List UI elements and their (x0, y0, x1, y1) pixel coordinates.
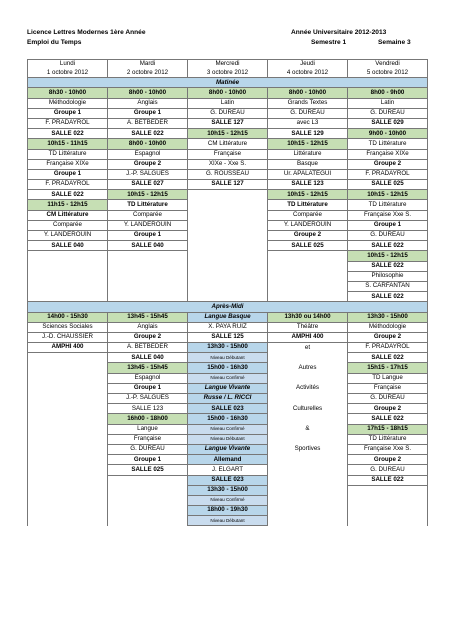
level-label: Niveau Confirmé (188, 495, 268, 505)
empty-cell (268, 434, 348, 444)
level-label: Niveau Débutant (188, 516, 268, 526)
day-name-row (28, 60, 428, 69)
time-slot: 15h15 - 17h15 (348, 363, 428, 373)
time-slot: 8h30 - 10h00 (28, 88, 108, 98)
empty-cell (268, 373, 348, 383)
activities-note: & (268, 424, 348, 434)
teacher-name: G. DUREAU (268, 108, 348, 118)
document-title: Emploi du Temps (27, 39, 82, 46)
morning-header: Matinée (28, 78, 428, 88)
time-slot: 9h00 - 10h00 (348, 129, 428, 139)
course-name: Comparée (268, 210, 348, 220)
course-name: TD Langue (348, 373, 428, 383)
course-name: Philosophie (348, 271, 428, 281)
room-label: SALLE 123 (108, 404, 188, 414)
teacher-name: J. ELGART (188, 465, 268, 475)
teacher-name: Ur. APALATEGUI (268, 169, 348, 179)
room-label: SALLE 022 (28, 190, 108, 200)
room-label: SALLE 022 (348, 241, 428, 251)
room-label: SALLE 022 (348, 292, 428, 302)
group-label: Groupe 2 (108, 159, 188, 169)
teacher-name: Y. LANDEROUIN (268, 220, 348, 230)
teacher-name: Y. LANDEROUIN (28, 231, 108, 241)
course-name: Espagnol (108, 373, 188, 383)
group-label: Groupe 1 (108, 108, 188, 118)
course-name: Langue Vivante (188, 444, 268, 454)
activities-note: et (268, 343, 348, 353)
time-slot: 8h00 - 9h00 (348, 88, 428, 98)
course-name: Anglais (108, 98, 188, 108)
room-label: SALLE 040 (108, 241, 188, 251)
teacher-name: G. DUREAU (188, 108, 268, 118)
teacher-name: S. CARFANTAN (348, 281, 428, 291)
course-name: CM Littérature (188, 139, 268, 149)
course-name: Anglais (108, 322, 188, 332)
day-date: 2 octobre 2012 (108, 69, 188, 78)
teacher-name: Russe / L. RICCI (188, 394, 268, 404)
empty-cell (28, 251, 108, 302)
course-name: TD Littérature (348, 434, 428, 444)
course-name: Langue Basque (188, 312, 268, 322)
room-label: SALLE 127 (188, 180, 268, 190)
group-label: Groupe 2 (268, 231, 348, 241)
course-name: Méthodologie (348, 322, 428, 332)
teacher-name: F. PRADAYROL (28, 180, 108, 190)
empty-cell (268, 353, 348, 363)
day-name: Lundi (28, 60, 108, 69)
time-slot: 10h15 - 11h15 (28, 139, 108, 149)
empty-cell (268, 414, 348, 424)
room-label: SALLE 027 (108, 180, 188, 190)
time-slot: 10h15 - 12h15 (348, 251, 428, 261)
group-label: Groupe 1 (108, 383, 188, 393)
teacher-name: J.-D. CHAUSSIER (28, 332, 108, 342)
time-slot: 10h15 - 12h15 (268, 139, 348, 149)
course-name: Allemand (188, 455, 268, 465)
day-name: Mercredi (188, 60, 268, 69)
group-label: Groupe 2 (108, 332, 188, 342)
room-label: SALLE 040 (108, 353, 188, 363)
empty-cell (108, 475, 188, 526)
course-name: Comparée (28, 220, 108, 230)
schedule-table (27, 59, 428, 526)
afternoon-header: Après-Midi (28, 302, 428, 312)
time-slot: 14h00 - 15h30 (28, 312, 108, 322)
teacher-name: G. DUREAU (348, 465, 428, 475)
time-slot: 18h00 - 19h30 (188, 506, 268, 516)
course-name: TD Littérature (348, 200, 428, 210)
course-name: Littérature (268, 149, 348, 159)
empty-cell (348, 485, 428, 526)
time-slot: 11h15 - 12h15 (28, 200, 108, 210)
course-name: Française Xxe S. (348, 444, 428, 454)
empty-cell (268, 455, 348, 465)
empty-cell (188, 190, 268, 302)
teacher-name: G. DUREAU (348, 394, 428, 404)
course-name: Méthodologie (28, 98, 108, 108)
teacher-name: J.-P. SALGUES (108, 394, 188, 404)
room-label: SALLE 029 (348, 118, 428, 128)
day-date: 1 octobre 2012 (28, 69, 108, 78)
empty-cell (268, 465, 348, 475)
course-name (28, 210, 108, 220)
program-title: Licence Lettres Modernes 1ère Année (27, 29, 146, 36)
course-name: Française (188, 149, 268, 159)
time-slot: 13h30 - 15h00 (348, 312, 428, 322)
level-label: Niveau Confirmé (188, 424, 268, 434)
room-label: SALLE 023 (188, 404, 268, 414)
course-name (268, 200, 348, 210)
time-slot: 10h15 - 12h15 (108, 190, 188, 200)
day-date-row (28, 69, 428, 78)
room-label: SALLE 022 (348, 261, 428, 271)
teacher-name: A. BETBEDER (108, 343, 188, 353)
time-slot: 8h00 - 10h00 (268, 88, 348, 98)
activities-note: Autres (268, 363, 348, 373)
time-slot: 15h00 - 16h30 (188, 414, 268, 424)
room-label: SALLE 022 (348, 414, 428, 424)
teacher-name: X. PAYA RUIZ (188, 322, 268, 332)
activities-note: Activités (268, 383, 348, 393)
time-slot: 17h15 - 18h15 (348, 424, 428, 434)
room-label: AMPHI 400 (268, 332, 348, 342)
time-slot: 8h00 - 10h00 (108, 88, 188, 98)
course-name: TD Littérature (348, 139, 428, 149)
course-name: Basque (268, 159, 348, 169)
room-label: SALLE 125 (188, 332, 268, 342)
course-name: Française XIXe (348, 149, 428, 159)
day-date: 3 octobre 2012 (188, 69, 268, 78)
group-label: Groupe 2 (348, 159, 428, 169)
day-date: 4 octobre 2012 (268, 69, 348, 78)
room-label: SALLE 123 (268, 180, 348, 190)
room-label: SALLE 022 (348, 353, 428, 363)
course-name: Langue (108, 424, 188, 434)
time-slot: 13h30 - 15h00 (188, 343, 268, 353)
course-name: Comparée (108, 210, 188, 220)
day-name: Mardi (108, 60, 188, 69)
course-name: TD Littérature (28, 149, 108, 159)
teacher-name: G. DUREAU (108, 444, 188, 454)
time-slot: 10h15 - 12h15 (268, 190, 348, 200)
course-type: TD Littérature (127, 200, 168, 208)
time-slot: 13h45 - 15h45 (108, 363, 188, 373)
course-name: Espagnol (108, 149, 188, 159)
room-label: SALLE 023 (188, 475, 268, 485)
group-label: Groupe 1 (108, 455, 188, 465)
empty-cell (268, 394, 348, 404)
academic-year: Année Universitaire 2012-2013 (291, 29, 387, 36)
course-name: Française (348, 383, 428, 393)
course-name: Française Xxe S. (348, 210, 428, 220)
time-slot: 13h30 ou 14h00 (268, 312, 348, 322)
teacher-name: A. BETBEDER (108, 118, 188, 128)
time-slot: 8h00 - 10h00 (188, 88, 268, 98)
day-name: Vendredi (348, 60, 428, 69)
teacher-name: Y. LANDEROUIN (108, 220, 188, 230)
course-name: Française (108, 434, 188, 444)
room-label: SALLE 025 (268, 241, 348, 251)
time-slot: 13h45 - 15h45 (108, 312, 188, 322)
room-label: AMPHI 400 (28, 343, 108, 353)
level-label: Niveau Confirmé (188, 373, 268, 383)
activities-note: Culturelles (268, 404, 348, 414)
level-label: Niveau Débutant (188, 353, 268, 363)
group-label: Groupe 2 (348, 455, 428, 465)
room-label: SALLE 040 (28, 241, 108, 251)
time-slot: 10h15 - 12h15 (348, 190, 428, 200)
course-name: Théâtre (268, 322, 348, 332)
semester-label: Semestre 1 (311, 39, 347, 46)
room-label: SALLE 022 (28, 129, 108, 139)
room-label: SALLE 025 (108, 465, 188, 475)
group-label: Groupe 2 (348, 404, 428, 414)
empty-cell (268, 475, 348, 526)
group-label: Groupe 1 (348, 220, 428, 230)
course-name: Langue Vivante (188, 383, 268, 393)
teacher-name: G. DUREAU (348, 231, 428, 241)
course-name: Sciences Sociales (28, 322, 108, 332)
time-slot: 15h00 - 16h30 (188, 363, 268, 373)
room-label: SALLE 129 (268, 129, 348, 139)
course-note: avec L3 (268, 118, 348, 128)
time-slot: 10h15 - 12h15 (188, 129, 268, 139)
course-name (108, 200, 188, 210)
teacher-name: J.-P. SALGUES (108, 169, 188, 179)
day-date: 5 octobre 2012 (348, 69, 428, 78)
activities-note: Sportives (268, 444, 348, 454)
room-label: SALLE 022 (108, 129, 188, 139)
course-name: XIXe - Xxe S. (188, 159, 268, 169)
group-label: Groupe 2 (348, 332, 428, 342)
course-type: TD Littérature (287, 200, 328, 208)
empty-cell (108, 251, 188, 302)
teacher-name: F. PRADAYROL (348, 169, 428, 179)
course-name: Latin (348, 98, 428, 108)
day-name: Jeudi (268, 60, 348, 69)
group-label: Groupe 1 (28, 108, 108, 118)
room-label: SALLE 022 (348, 475, 428, 485)
empty-cell (268, 251, 348, 302)
group-label: Groupe 1 (28, 169, 108, 179)
course-name: Latin (188, 98, 268, 108)
room-label: SALLE 025 (348, 180, 428, 190)
room-label: SALLE 127 (188, 118, 268, 128)
teacher-name: G. DUREAU (348, 108, 428, 118)
empty-cell (28, 353, 108, 526)
time-slot: 13h30 - 15h00 (188, 485, 268, 495)
course-type: CM Littérature (46, 211, 89, 219)
teacher-name: F. PRADAYROL (28, 118, 108, 128)
course-name: Grands Textes (268, 98, 348, 108)
week-label: Semaine 3 (378, 39, 411, 46)
group-label: Groupe 1 (108, 231, 188, 241)
course-name: Française XIXe (28, 159, 108, 169)
teacher-name: G. ROUSSEAU (188, 169, 268, 179)
time-slot: 8h00 - 10h00 (108, 139, 188, 149)
time-slot: 16h00 - 18h00 (108, 414, 188, 424)
teacher-name: F. PRADAYROL (348, 343, 428, 353)
level-label: Niveau Débutant (188, 434, 268, 444)
